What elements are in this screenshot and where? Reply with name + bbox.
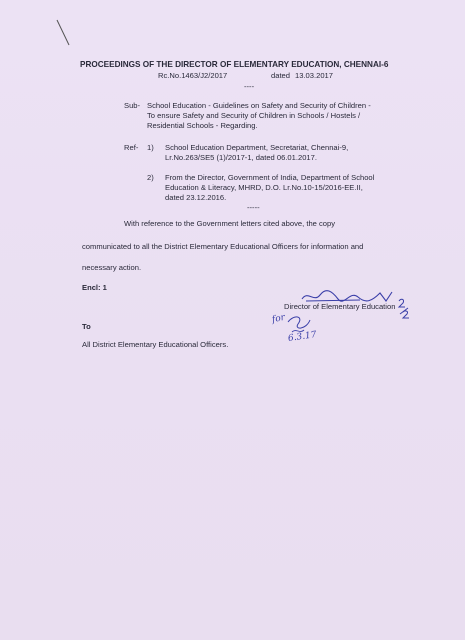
reference-label: Ref- <box>124 143 139 152</box>
subject-line: Residential Schools - Regarding. <box>147 121 258 130</box>
reference-number-2: 2) <box>147 173 154 182</box>
subject-label: Sub- <box>124 101 141 110</box>
pen-stroke-mark <box>54 18 74 48</box>
reference-number-1: 1) <box>147 143 154 152</box>
body-line: With reference to the Government letters cited above, the copy <box>124 219 336 228</box>
body-line: communicated to all the District Elementary Educational Officers for information and <box>82 242 364 251</box>
enclosure: Encl: 1 <box>82 283 107 292</box>
subject-line: School Education - Guidelines on Safety and Security of Children - <box>147 101 371 110</box>
divider: ----- <box>247 203 260 212</box>
reference-line: dated 23.12.2016. <box>165 193 227 202</box>
handwritten-date: 6.3.17 <box>287 330 318 344</box>
divider: ---- <box>244 82 255 91</box>
to-label: To <box>82 322 91 331</box>
handwritten-mark <box>397 297 411 319</box>
reference-line: From the Director, Government of India, Department of School <box>165 173 375 182</box>
signatory: Director of Elementary Education <box>284 302 396 311</box>
body-line: necessary action. <box>82 263 142 272</box>
document-heading: PROCEEDINGS OF THE DIRECTOR OF ELEMENTARY EDUCATION, CHENNAI-6 <box>80 60 389 69</box>
handwritten-for: for <box>271 312 286 326</box>
reference-line: Lr.No.263/SE5 (1)/2017-1, dated 06.01.2017. <box>165 153 317 162</box>
reference-line: School Education Department, Secretariat, Chennai-9, <box>165 143 349 152</box>
dated-value: 13.03.2017 <box>295 71 334 80</box>
recipient: All District Elementary Educational Officers. <box>82 340 229 349</box>
dated-label: dated <box>271 71 291 80</box>
reference-number: Rc.No.1463/J2/2017 <box>158 71 228 80</box>
reference-line: Education & Literacy, MHRD, D.O. Lr.No.10-15/2016-EE.II, <box>165 183 363 192</box>
subject-line: To ensure Safety and Security of Children in Schools / Hostels / <box>147 111 361 120</box>
